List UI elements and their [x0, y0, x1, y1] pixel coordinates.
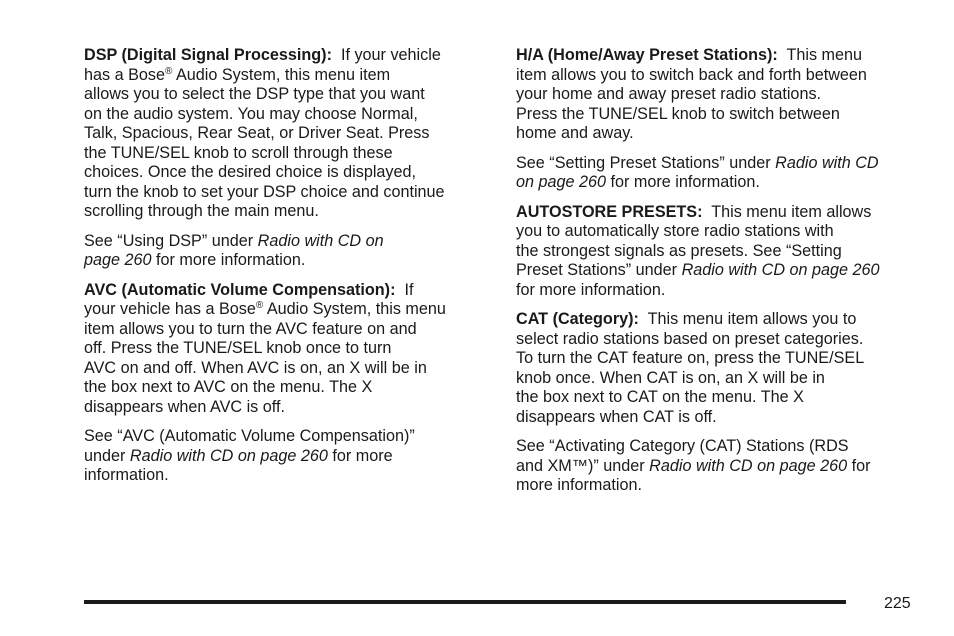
autostore-heading: AUTOSTORE PRESETS:	[516, 202, 703, 221]
right-column	[516, 46, 926, 506]
dsp-section	[84, 46, 492, 222]
left-column	[84, 46, 492, 496]
avc-see-paragraph: See “AVC (Automatic Volume Compensation)” under Radio with CD on page 260 for more information.	[84, 427, 415, 484]
dsp-line-3: allows you to select the DSP type that you want	[84, 85, 425, 103]
avc-heading: AVC (Automatic Volume Compensation):	[84, 280, 396, 299]
cross-reference-page: on page 260	[516, 173, 607, 191]
cat-section: CAT (Category): This menu item allows you to select radio stations based on preset categories. To turn the CAT feature on, press the TUNE/SEL knob once. When CAT is on, an X will be in the box next to CAT on the menu. The X disappears when CAT is off.	[516, 310, 865, 426]
dsp-line-6: the TUNE/SEL knob to scroll through these	[84, 143, 393, 162]
footer-rule	[84, 600, 846, 604]
autostore-section: AUTOSTORE PRESETS: This menu item allows you to automatically store radio stations with the strongest signals as presets. See “Setting Preset Stations” under Radio with CD on page 260 for more information.	[516, 202, 880, 299]
ha-section: H/A (Home/Away Preset Stations): This menu item allows you to switch back and forth between your home and away preset radio stations. Press the TUNE/SEL knob to switch between home and away.	[516, 46, 867, 142]
cross-reference: Radio with CD	[775, 153, 879, 172]
cross-reference: Radio with CD on page 260	[681, 261, 880, 279]
dsp-line-4: on the audio system. You may choose Normal,	[84, 104, 418, 123]
cat-heading: CAT (Category):	[516, 310, 639, 328]
cross-reference: Radio with CD on page 260	[649, 456, 848, 475]
ha-heading: H/A (Home/Away Preset Stations):	[516, 46, 778, 64]
avc-section: AVC (Automatic Volume Compensation): If your vehicle has a Bose® Audio System, this menu item allows you to turn the AVC feature on and off. Press the TUNE/SEL knob once to turn AVC on and off. When AVC is on, an X will be in the box next to AVC on the menu. The X disappears when AVC is off.	[84, 280, 446, 416]
dsp-see-paragraph: See “Using DSP” under Radio with CD on page 260 for more information.	[84, 231, 384, 269]
cross-reference: Radio with CD on	[257, 231, 384, 250]
dsp-line-8: turn the knob to set your DSP choice and continue	[84, 182, 445, 201]
cat-see-paragraph: See “Activating Category (CAT) Stations (RDS and XM™)” under Radio with CD on page 260 for more information.	[516, 437, 871, 494]
ha-see-paragraph: See “Setting Preset Stations” under Radio with CD on page 260 for more information.	[516, 153, 879, 191]
dsp-line-1: DSP (Digital Signal Processing): If your vehicle	[84, 46, 441, 64]
registered-mark: ®	[165, 65, 173, 77]
page-number: 225	[884, 595, 911, 612]
registered-mark: ®	[255, 300, 264, 311]
dsp-line-5: Talk, Spacious, Rear Seat, or Driver Seat. Press	[84, 124, 430, 142]
cross-reference-page: page 260	[84, 251, 152, 269]
dsp-line-9: scrolling through the main menu.	[84, 202, 319, 220]
cross-reference: Radio with CD on page 260	[129, 446, 328, 465]
dsp-line-7: choices. Once the desired choice is displayed,	[84, 163, 417, 181]
dsp-line-2: has a Bose® Audio System, this menu item	[84, 65, 391, 84]
dsp-heading: DSP (Digital Signal Processing):	[84, 46, 332, 64]
